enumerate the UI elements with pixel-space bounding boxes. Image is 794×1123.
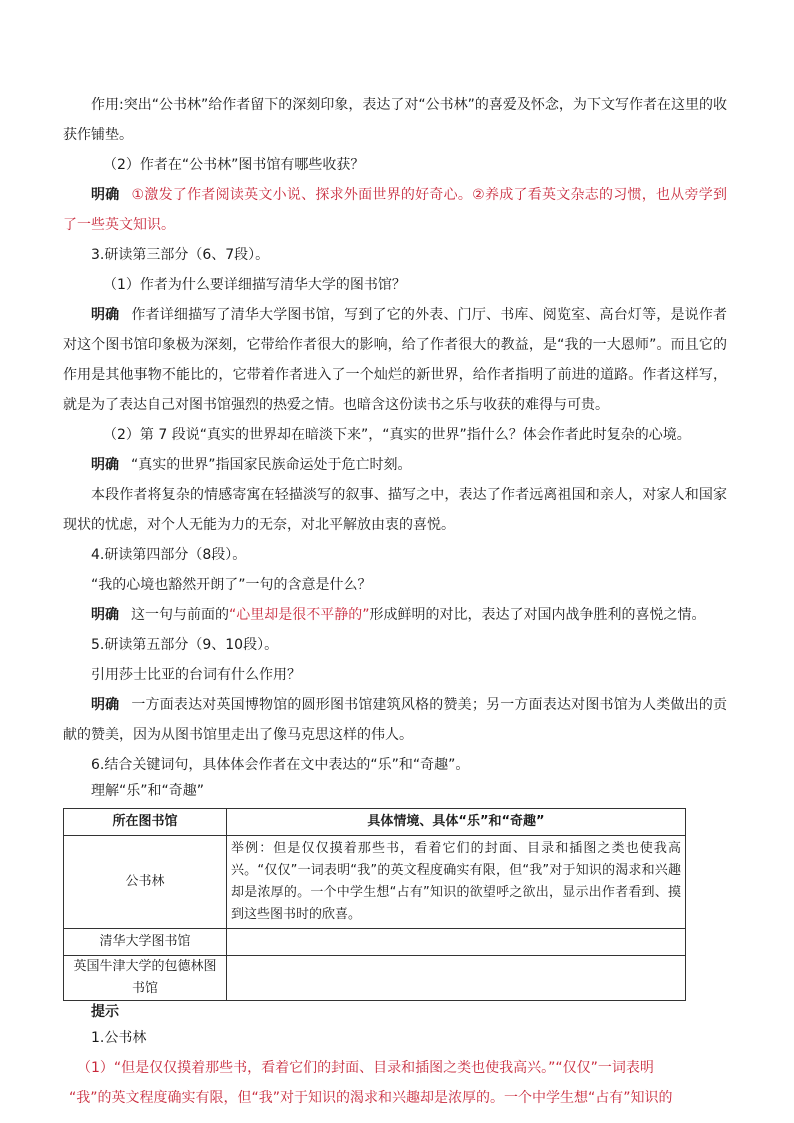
answer-3-1 bbox=[63, 300, 727, 420]
paragraph-3-2-analysis: 本段作者将复杂的情感寄寓在轻描淡写的叙事、描写之中，表达了作者远离祖国和亲人，对家人和国家现状的忧虑，对个人无能为力的无奈，对北平解放由衷的喜悦。 bbox=[63, 487, 727, 533]
section-4-heading: 4.研读第四部分（8段）。 bbox=[91, 547, 247, 563]
answer-label: 明确 bbox=[91, 697, 120, 713]
section-5-heading: 5.研读第五部分（9、10段）。 bbox=[91, 637, 279, 653]
table-header-detail: 具体情境、具体“乐”和“奇趣” bbox=[227, 809, 686, 836]
document-body bbox=[63, 90, 727, 1113]
answer-2 bbox=[63, 180, 727, 240]
question-3-1: （1）作者为什么要详细描写清华大学的图书馆？ bbox=[103, 277, 406, 293]
table-row bbox=[64, 956, 686, 1001]
answer-3-1-text: 作者详细描写了清华大学图书馆，写到了它的外表、门厅、书库、阅览室、高台灯等，是说作者对这个图书馆印象极为深刻，它带给作者很大的影响，给了作者很大的教益，是“我的一大恩师”。而且它的作用是其他事物不能比的，它带着作者进入了一个灿烂的新世界，给作者指明了前进的道路。作者这样写，就是为了表达自己对图书馆强烈的热爱之情。也暗含这份读书之乐与收获的难得与可贵。 bbox=[63, 307, 728, 413]
question-3-2: （2）第 7 段说“真实的世界却在暗淡下来”，“真实的世界”指什么？体会作者此时复杂的心境。 bbox=[103, 427, 691, 443]
paragraph-function: 作用:突出“公书林”给作者留下的深刻印象，表达了对“公书林”的喜爱及怀念，为下文写作者在这里的收获作铺垫。 bbox=[63, 97, 727, 143]
answer-5-text: 一方面表达对英国博物馆的圆形图书馆建筑风格的赞美；另一方面表达对图书馆为人类做出的贡献的赞美，因为从图书馆里走出了像马克思这样的伟人。 bbox=[63, 697, 728, 743]
answer-4-quote: “心里却是很不平静的” bbox=[229, 607, 370, 623]
hint-1-line-1: （1）“但是仅仅摸着那些书，看着它们的封面、目录和插图之类也使我高兴。”“仅仅”一词表明 bbox=[77, 1060, 654, 1076]
answer-5 bbox=[63, 690, 727, 750]
answer-4-post: 形成鲜明的对比，表达了对国内战争胜利的喜悦之情。 bbox=[369, 607, 706, 623]
answer-label: 明确 bbox=[91, 607, 119, 623]
answer-label: 明确 bbox=[91, 457, 119, 473]
question-5: 引用莎士比亚的台词有什么作用？ bbox=[91, 667, 301, 683]
section-6-heading: 6.结合关键词句，具体体会作者在文中表达的“乐”和“奇趣”。 bbox=[91, 757, 470, 773]
section-3-heading: 3.研读第三部分（6、7段）。 bbox=[91, 247, 270, 263]
hint-heading: 提示 bbox=[91, 1004, 119, 1020]
hint-1-line-2: “我”的英文程度确实有限，但“我”对于知识的渴求和兴趣却是浓厚的。一个中学生想“占有”知识的 bbox=[69, 1090, 673, 1106]
table-cell-detail bbox=[227, 956, 686, 1001]
library-table bbox=[63, 808, 686, 1001]
question-2: （2）作者在“公书林”图书馆有哪些收获？ bbox=[103, 157, 365, 173]
table-row bbox=[64, 929, 686, 956]
table-cell-detail bbox=[227, 929, 686, 956]
question-4: “我的心境也豁然开朗了”一句的含意是什么？ bbox=[91, 577, 372, 593]
answer-3-2-text: “真实的世界”指国家民族命运处于危亡时刻。 bbox=[131, 457, 412, 473]
answer-4-pre: 这一句与前面的 bbox=[131, 607, 229, 623]
hint-1-heading: 1.公书林 bbox=[91, 1030, 147, 1046]
answer-3-2 bbox=[63, 450, 727, 480]
table-row bbox=[64, 836, 686, 929]
answer-label: 明确 bbox=[91, 307, 120, 323]
table-cell-detail: 举例：但是仅仅摸着那些书，看着它们的封面、目录和插图之类也使我高兴。“仅仅”一词表明“我”的英文程度确实有限，但“我”对于知识的渴求和兴趣却是浓厚的。一个中学生想“占有”知识的欲望呼之欲出，显示出作者看到、摸到这些图书时的欣喜。 bbox=[227, 836, 686, 929]
table-cell-library: 英国牛津大学的包德林图书馆 bbox=[64, 956, 227, 1001]
answer-4 bbox=[63, 600, 727, 630]
answer-2-text: ①激发了作者阅读英文小说、探求外面世界的好奇心。②养成了看英文杂志的习惯，也从旁学到了一些英文知识。 bbox=[63, 187, 727, 233]
table-header-library: 所在图书馆 bbox=[64, 809, 227, 836]
answer-label: 明确 bbox=[91, 187, 120, 203]
table-caption: 理解“乐”和“奇趣” bbox=[91, 783, 205, 799]
table-cell-library: 公书林 bbox=[64, 836, 227, 929]
table-header-row bbox=[64, 809, 686, 836]
table-cell-library: 清华大学图书馆 bbox=[64, 929, 227, 956]
